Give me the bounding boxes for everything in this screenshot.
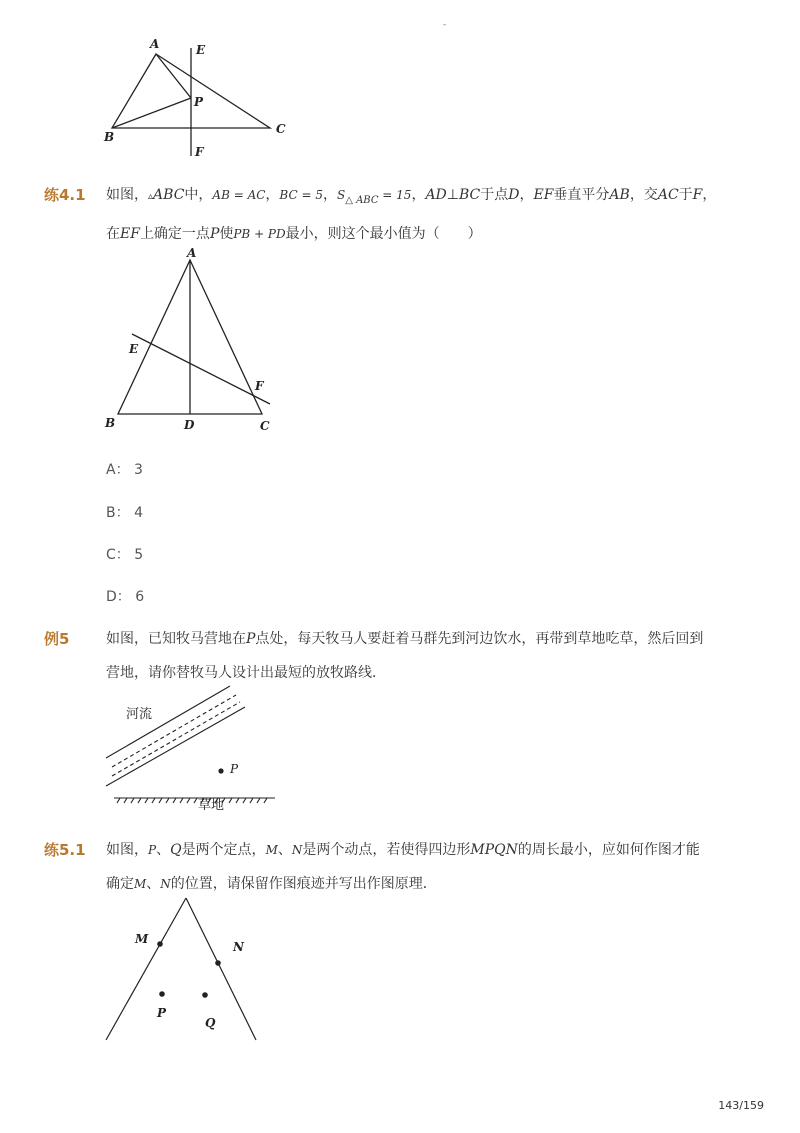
label-f: F xyxy=(255,379,264,393)
label-c: C xyxy=(260,419,270,433)
label-f: F xyxy=(195,145,204,159)
page-top-mark: - xyxy=(443,20,447,30)
text: 是两个定点， xyxy=(181,842,266,858)
exercise-5-1-line-2 xyxy=(106,873,437,893)
text: 点处，每天牧马人要赶着马群先到河边饮水，再带到草地吃草，然后回到 xyxy=(255,631,704,647)
option-key: D： xyxy=(106,589,131,605)
river-dash-1 xyxy=(112,695,236,767)
option-key: C： xyxy=(106,547,130,563)
example-5-line-1 xyxy=(106,628,703,648)
label-q: Q xyxy=(205,1016,216,1030)
exercise-4-1-tag: 练4.1 xyxy=(44,186,86,204)
text: 使 xyxy=(219,226,234,242)
label-a: A xyxy=(187,246,197,260)
text: ， xyxy=(322,187,337,203)
math-mpqn: MPQN xyxy=(470,842,518,858)
line-ef xyxy=(132,334,270,404)
label-grass: 草地 xyxy=(198,798,225,812)
option-key: B： xyxy=(106,505,130,521)
text: 、 xyxy=(156,842,171,858)
label-b: B xyxy=(105,416,116,430)
text: 是两个动点，若使得四边形 xyxy=(302,842,471,858)
point-q-dot xyxy=(202,992,208,998)
label-m: M xyxy=(135,932,149,946)
figure-river-grassland xyxy=(100,682,285,812)
math-p: P xyxy=(209,226,220,242)
figure-angle-points xyxy=(100,892,270,1044)
label-river: 河流 xyxy=(126,707,153,722)
option-c[interactable] xyxy=(106,544,143,564)
math-ab: AB xyxy=(609,187,630,203)
math-p: P xyxy=(246,631,256,647)
segment-ap xyxy=(156,54,191,98)
text: 上确定一点 xyxy=(139,226,210,242)
triangle-symbol: ▵ xyxy=(148,191,154,202)
angle-side-left xyxy=(106,898,186,1040)
text: 于点 xyxy=(480,187,509,203)
point-n-dot xyxy=(215,960,221,966)
math-eq-15: = 15 xyxy=(378,188,412,202)
page-number: 143/159 xyxy=(718,1099,764,1112)
math-n: N xyxy=(160,877,171,891)
point-p-dot xyxy=(218,768,223,773)
math-s-subscript: △ ABC xyxy=(345,194,379,206)
math-abc: ABC xyxy=(153,187,185,203)
text: ， xyxy=(702,187,717,203)
point-p-dot xyxy=(159,991,165,997)
text: ， xyxy=(265,187,280,203)
text: 如图， xyxy=(106,842,148,858)
math-p: P xyxy=(148,843,157,857)
math-s: S xyxy=(336,188,346,202)
math-ab-eq-ac: AB = AC xyxy=(212,188,266,202)
math-m: M xyxy=(265,843,278,857)
exercise-4-1-line-1 xyxy=(106,184,716,206)
math-f: F xyxy=(692,187,703,203)
example-5-tag: 例5 xyxy=(44,630,70,648)
option-key: A： xyxy=(106,462,130,478)
math-m: M xyxy=(134,877,147,891)
river-bank-upper xyxy=(106,686,230,758)
text: 在 xyxy=(106,226,120,242)
label-e: E xyxy=(129,342,139,356)
label-n: N xyxy=(233,940,244,954)
grass-hatch xyxy=(117,798,267,803)
math-ef: EF xyxy=(120,226,140,242)
option-value: 6 xyxy=(135,589,145,605)
label-a: A xyxy=(150,37,160,51)
text: ，交 xyxy=(629,187,658,203)
label-c: C xyxy=(276,122,286,136)
text: 如图， xyxy=(106,187,148,203)
label-e: E xyxy=(196,43,206,57)
text: 的周长最小，应如何作图才能 xyxy=(517,842,700,858)
option-d[interactable] xyxy=(106,586,144,606)
math-bc-eq-5: BC = 5 xyxy=(279,188,323,202)
math-ac: AC xyxy=(657,187,679,203)
exercise-4-1-line-2 xyxy=(106,223,482,243)
math-ef: EF xyxy=(533,187,554,203)
figure-isosceles-triangle xyxy=(100,244,280,439)
text: 、 xyxy=(277,842,292,858)
exercise-5-1-tag: 练5.1 xyxy=(44,841,86,859)
figure-triangle-perpendicular xyxy=(100,36,300,161)
angle-side-right xyxy=(186,898,256,1040)
option-value: 3 xyxy=(134,462,143,478)
label-d: D xyxy=(184,418,195,432)
text: 垂直平分 xyxy=(553,187,610,203)
text: ， xyxy=(519,187,534,203)
segment-bp xyxy=(112,98,191,128)
math-pb-plus-pd: PB + PD xyxy=(233,227,286,241)
text: 于 xyxy=(678,187,693,203)
option-value: 4 xyxy=(134,505,143,521)
text: 中， xyxy=(184,187,213,203)
math-bc: BC xyxy=(458,187,481,203)
perp-symbol: ⊥ xyxy=(446,187,459,203)
text: ， xyxy=(411,187,426,203)
text: 确定 xyxy=(106,876,134,892)
exercise-5-1-line-1 xyxy=(106,839,700,859)
math-n: N xyxy=(291,843,303,857)
math-d: D xyxy=(508,187,520,203)
example-5-line-2: 营地，请你替牧马人设计出最短的放牧路线． xyxy=(106,665,386,681)
option-a[interactable] xyxy=(106,459,143,479)
text: 最小，则这个最小值为（ ） xyxy=(285,226,482,242)
option-value: 5 xyxy=(134,547,144,563)
text: 的位置，请保留作图痕迹并写出作图原理． xyxy=(170,876,437,892)
label-p: P xyxy=(194,95,204,109)
math-q: Q xyxy=(170,842,182,858)
label-p: P xyxy=(157,1006,167,1020)
text: 、 xyxy=(146,876,161,892)
point-m-dot xyxy=(157,941,163,947)
text: 如图，已知牧马营地在 xyxy=(106,631,246,647)
label-b: B xyxy=(104,130,115,144)
math-ad: AD xyxy=(425,187,447,203)
option-b[interactable] xyxy=(106,502,143,522)
label-p: P xyxy=(230,762,239,776)
